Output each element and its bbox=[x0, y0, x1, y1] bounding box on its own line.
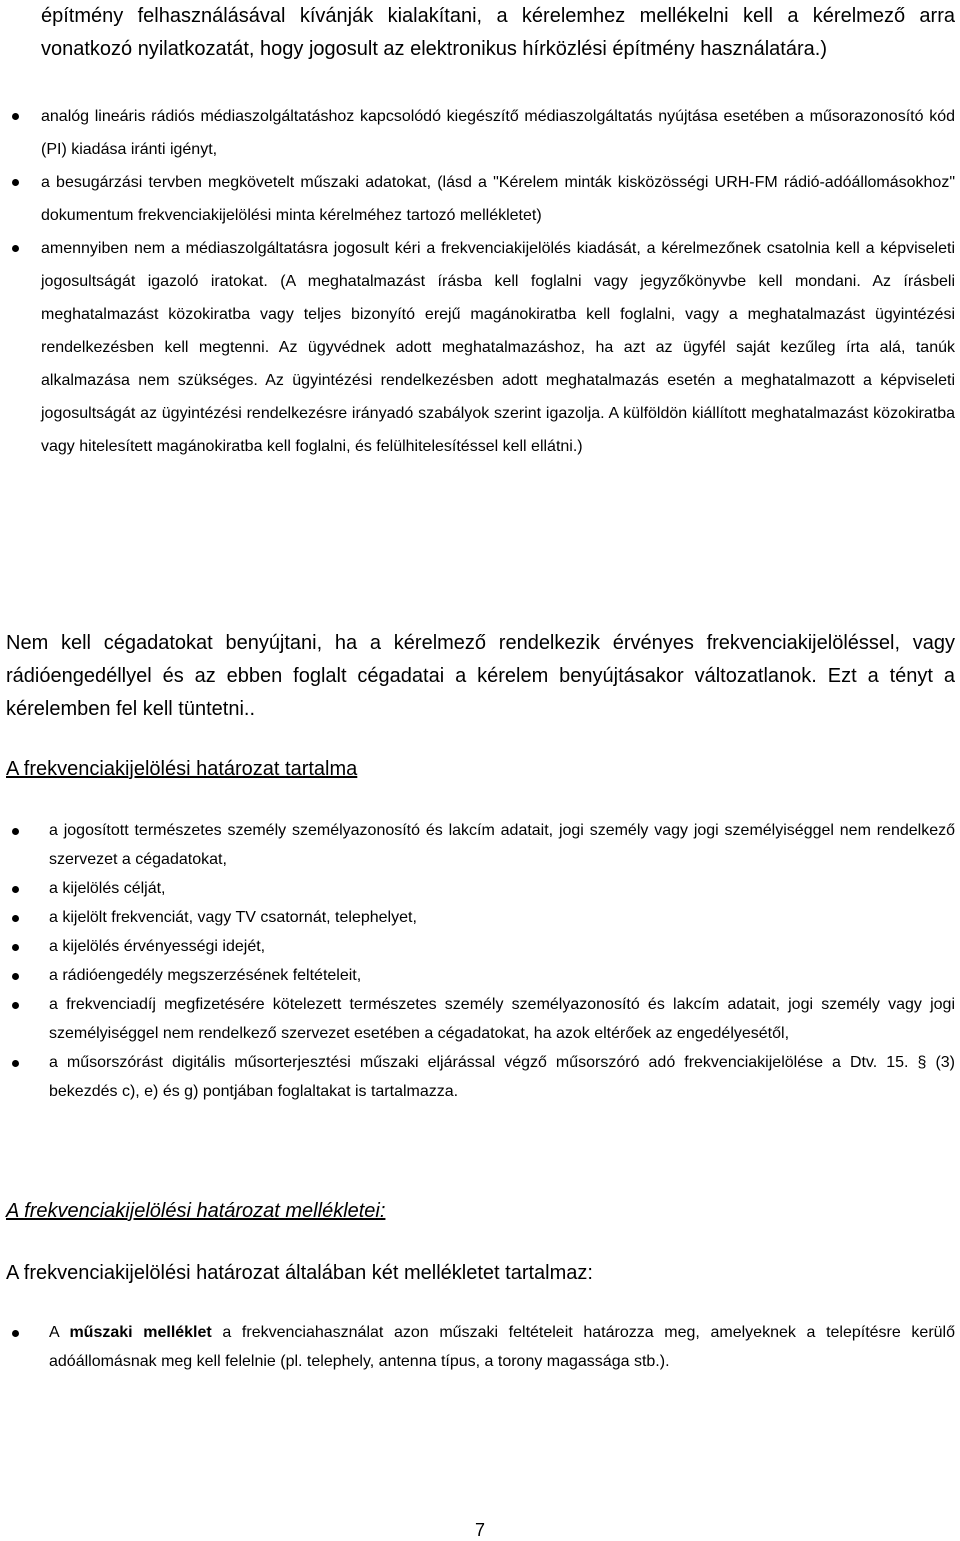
list-item bbox=[49, 1048, 955, 1106]
list-item bbox=[49, 903, 955, 932]
section-heading-annexes: A frekvenciakijelölési határozat mellékletei: bbox=[6, 1200, 386, 1222]
list-item bbox=[41, 232, 955, 463]
annex-list bbox=[49, 1318, 955, 1376]
bullet-icon bbox=[12, 915, 19, 922]
annex-prefix: A bbox=[49, 1324, 70, 1341]
annex-rest: a frekvenciahasználat azon műszaki feltételeit határozza meg, amelyeknek a telepítésre kerülő adóállomásnak meg kell felelnie (pl. telephely, antenna típus, a torony magassága stb.). bbox=[49, 1324, 956, 1370]
list-item bbox=[49, 932, 955, 961]
section-heading-content: A frekvenciakijelölési határozat tartalma bbox=[6, 758, 358, 780]
list-item-text: a kijelölés érvényességi idejét, bbox=[49, 938, 266, 955]
list-item bbox=[41, 100, 955, 166]
bullet-icon bbox=[12, 973, 19, 980]
list-item bbox=[49, 1318, 955, 1376]
list-item-text: amennyiben nem a médiaszolgáltatásra jogosult kéri a frekvenciakijelölés kiadását, a kérelmezőnek csatolnia kell a képviseleti jogosultságát igazoló iratokat. (A meghatalmazást írásba kell foglalni vagy jegyzőkönyvbe kell mondani. Az írásbeli meghatalmazást közokiratba vagy teljes bizonyító erejű magánokiratba kell foglalni, vagy a meghatalmazást ügyintézési rendelkezésben kell megtenni. Az ügyvédnek adott meghatalmazáshoz, ha azt az ügyfél saját kezűleg írta alá, tanúk alkalmazása nem szükséges. Az ügyintézési rendelkezésben adott meghatalmazás esetén a meghatalmazott a képviseleti jogosultságát az ügyintézési rendelkezésre irányadó szabályok szerint igazolja. A külföldön kiállított meghatalmazást közokiratba vagy hitelesített magánokiratba kell foglalni, és felülhitelesítéssel kell ellátni.) bbox=[41, 240, 955, 455]
list-item bbox=[49, 816, 955, 874]
list-item-text: a frekvenciadíj megfizetésére kötelezett természetes személy személyazonosító és lakcím adatait, jogi személy vagy jogi személyiséggel nem rendelkező szervezet esetében a cégadatokat, ha azok eltérőek az engedélyesétől, bbox=[49, 996, 955, 1042]
list-item-text: a műsorszórást digitális műsorterjesztési műszaki eljárással végző műsorszóró adó frekvenciakijelölése a Dtv. 15. § (3) bekezdés c), e) és g) pontjában foglaltakat is tartalmazza. bbox=[49, 1054, 955, 1100]
bullet-icon bbox=[12, 944, 19, 951]
annex-bold-term: műszaki melléklet bbox=[69, 1324, 212, 1341]
list-item bbox=[41, 166, 955, 232]
list-item-text: a kijelölés célját, bbox=[49, 880, 166, 897]
list-item bbox=[49, 961, 955, 990]
list-item-text: a rádióengedély megszerzésének feltételeit, bbox=[49, 967, 362, 984]
bullet-icon bbox=[12, 1002, 19, 1009]
bullet-icon bbox=[12, 828, 19, 835]
bullet-icon bbox=[12, 179, 19, 186]
bullet-icon bbox=[12, 1330, 19, 1337]
bullet-icon bbox=[12, 886, 19, 893]
list-item bbox=[49, 990, 955, 1048]
continuation-text: építmény felhasználásával kívánják kialakítani, a kérelemhez mellékelni kell a kérelmező arra vonatkozó nyilatkozatát, hogy jogosult az elektronikus hírközlési építmény használatára.) bbox=[41, 5, 955, 60]
list-item-text: analóg lineáris rádiós médiaszolgáltatáshoz kapcsolódó kiegészítő médiaszolgáltatás nyújtása esetében a műsorazonosító kód (PI) kiadása iránti igényt, bbox=[41, 108, 955, 158]
list-item-text: a jogosított természetes személy személyazonosító és lakcím adatait, jogi személy vagy jogi személyiséggel nem rendelkező szervezet a cégadatokat, bbox=[49, 822, 955, 868]
bullet-icon bbox=[12, 113, 19, 120]
list-item-text: a kijelölt frekvenciát, vagy TV csatornát, telephelyet, bbox=[49, 909, 417, 926]
bullet-icon bbox=[12, 245, 19, 252]
page-number: 7 bbox=[474, 1520, 485, 1540]
list-item bbox=[49, 874, 955, 903]
list-item-text: a besugárzási tervben megkövetelt műszaki adatokat, (lásd a "Kérelem minták kisközösségi URH-FM rádió-adóállomásokhoz" dokumentum frekvenciakijelölési minta kérelméhez tartozó mellékletet) bbox=[41, 174, 955, 224]
company-data-paragraph: Nem kell cégadatokat benyújtani, ha a kérelmező rendelkezik érvényes frekvenciakijelöléssel, vagy rádióengedéllyel és az ebben foglalt cégadatai a kérelem benyújtásakor változatlanok. Ezt a tényt a kérelemben fel kell tüntetni.. bbox=[6, 632, 955, 720]
requirements-list bbox=[41, 100, 955, 463]
bullet-icon bbox=[12, 1060, 19, 1067]
annex-intro-paragraph: A frekvenciakijelölési határozat általában két mellékletet tartalmaz: bbox=[6, 1262, 593, 1284]
decision-content-list bbox=[49, 816, 955, 1106]
